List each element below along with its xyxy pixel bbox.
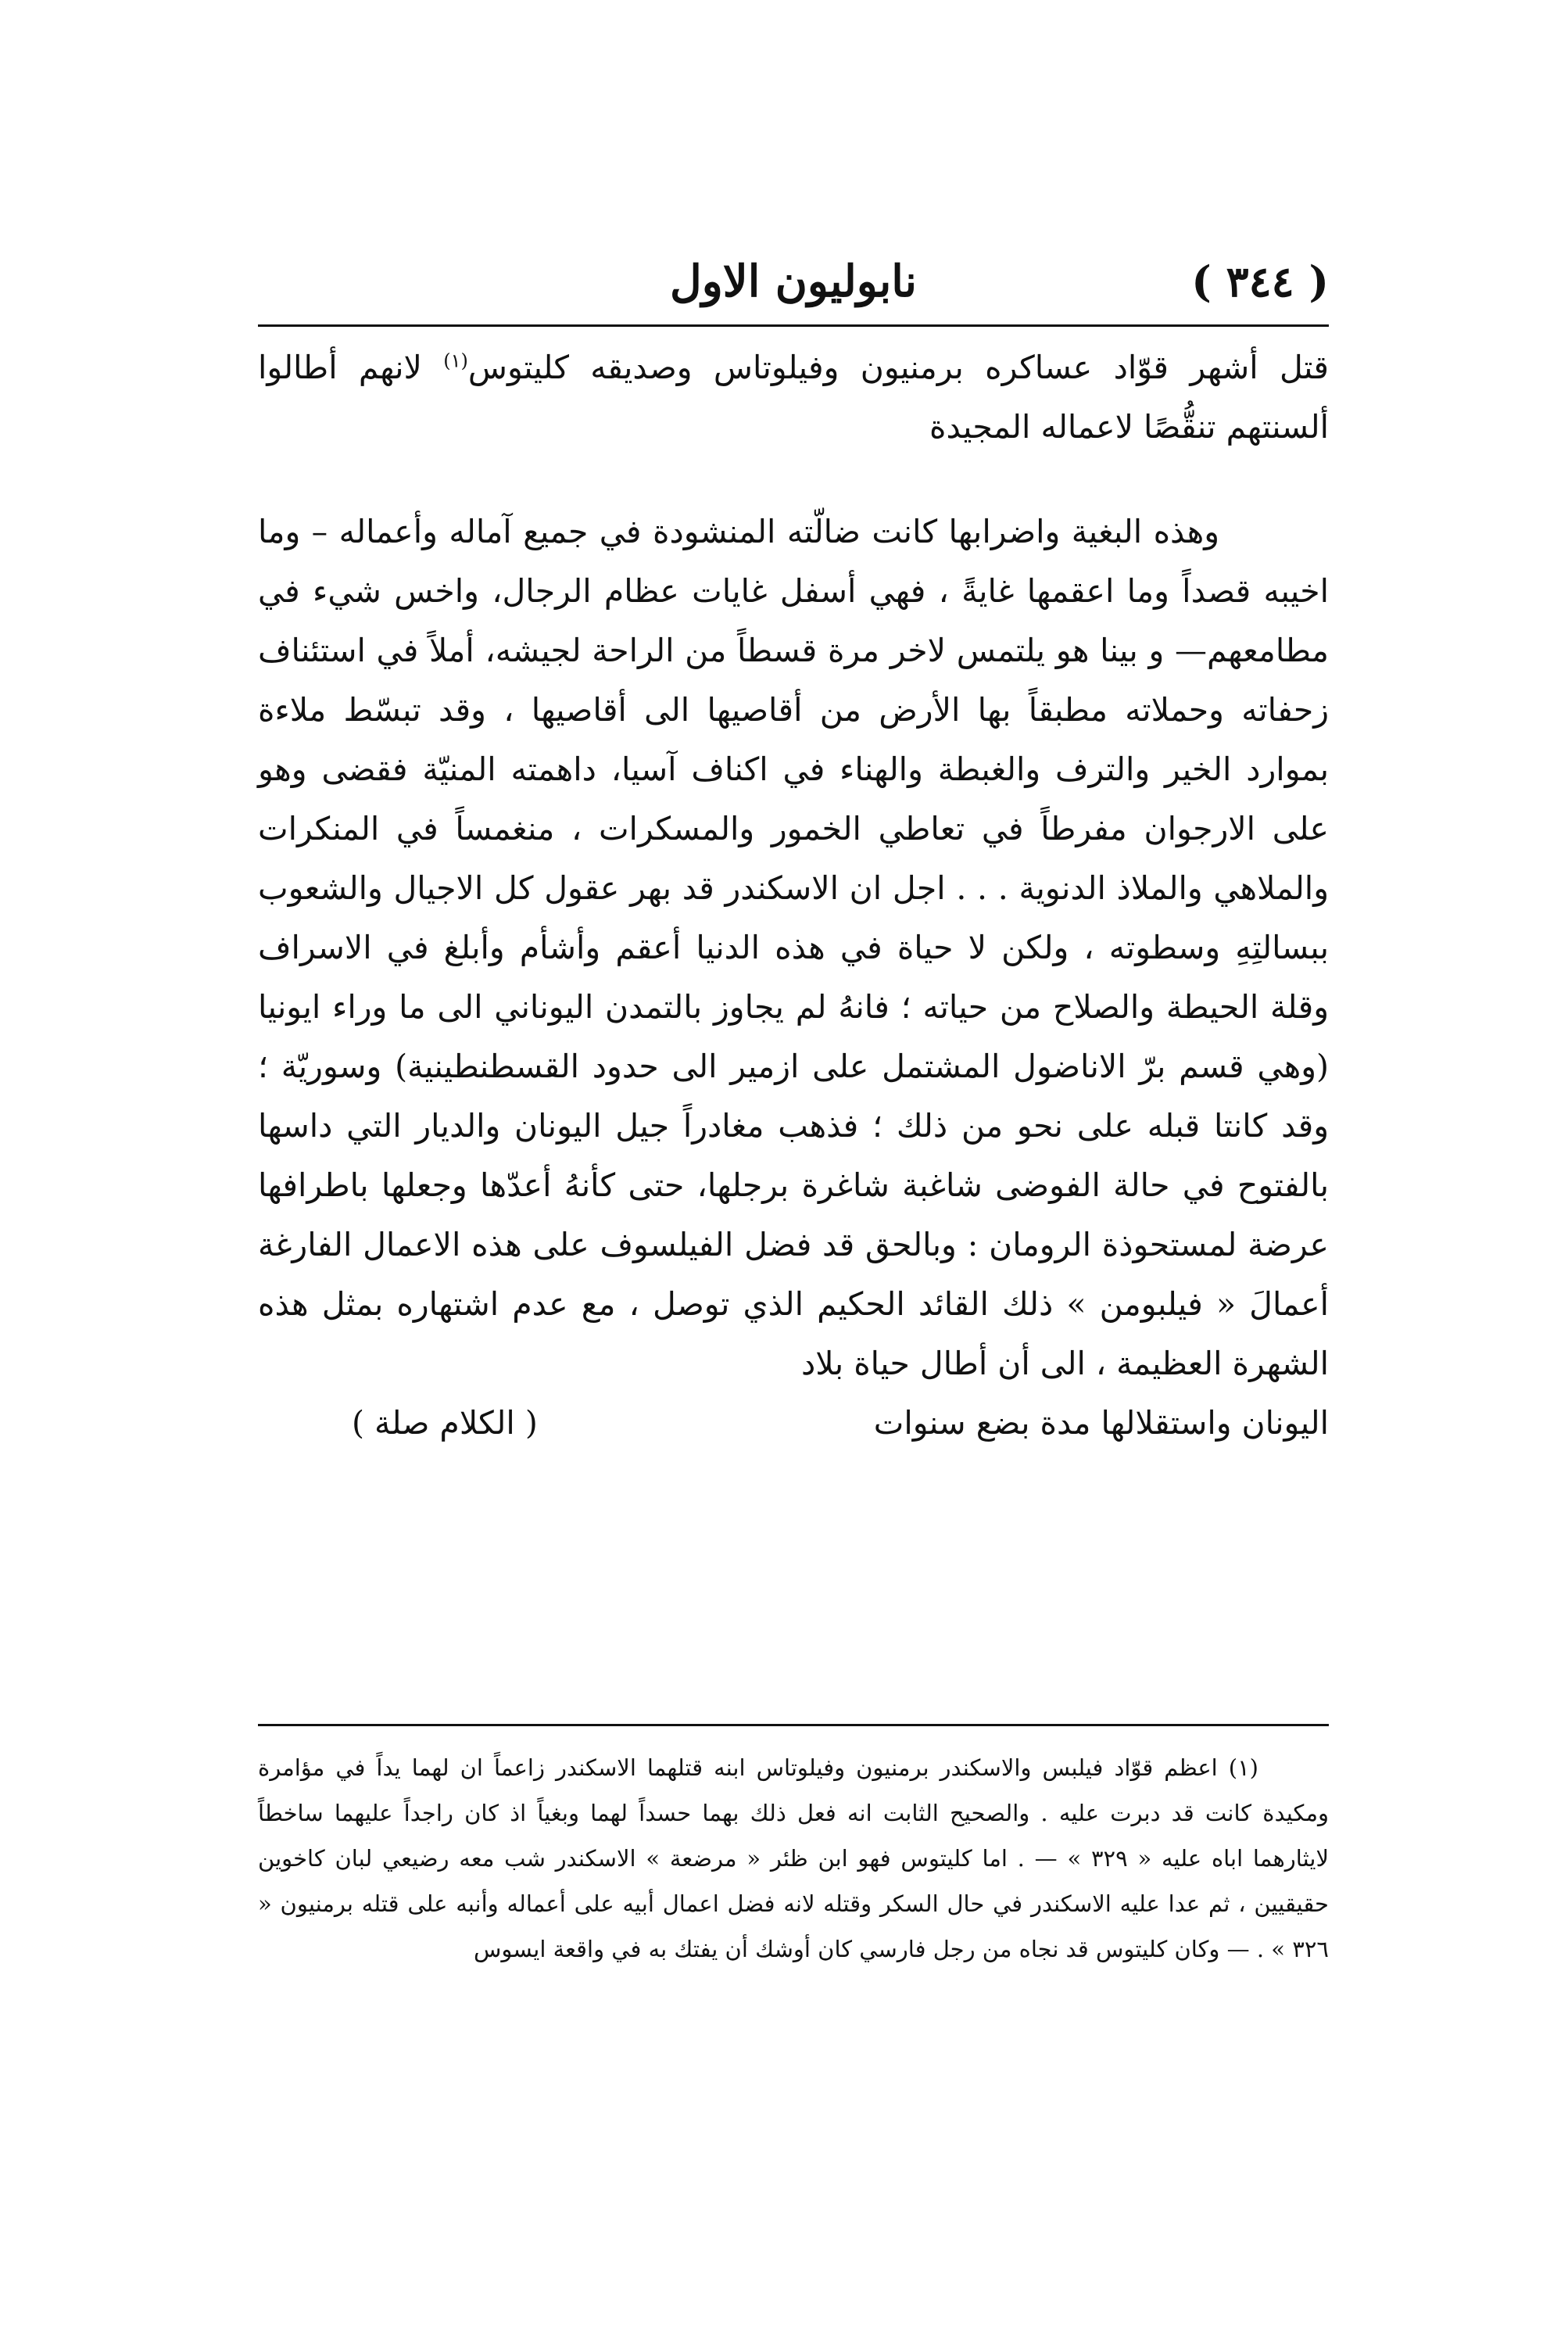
- footnote-reference: (١): [443, 349, 468, 372]
- paragraph-1-text: قتل أشهر قوّاد عساكره برمنيون وفيلوتاس وصديقه كليتوس: [467, 349, 1330, 386]
- paragraph-1-text-end: لانهم أطالوا ألسنتهم تنقُّصًا لاعماله المجيدة: [258, 349, 1329, 446]
- continued-note: ( الكلام صلة ): [352, 1404, 538, 1442]
- footnote-1: (١) اعظم قوّاد فيلبس والاسكندر برمنيون وفيلوتاس ابنه قتلهما الاسكندر زاعماً ان لهما يداً في مؤامرة ومكيدة كانت قد دبرت عليه . والصحيح الثابت انه فعل ذلك بهما حسداً لهما وبغياً اذ كان راجداً عليهما ساخطاً لايثارهما اباه عليه « ٣٢٩ » — . اما كليتوس فهو ابن ظئر « مرضعة » الاسكندر شب معه رضيعي لبان كاخوين حقيقيين ، ثم عدا عليه الاسكندر في حال السكر وقتله لانه فضل اعمال أبيه على أعماله وأنبه على قتله برمنيون « ٣٢٦ » . — وكان كليتوس قد نجاه من رجل فارسي كان أوشك أن يفتك به في واقعة ايسوس: [258, 1754, 1329, 1962]
- paragraph-2-last-line: [258, 1393, 1329, 1453]
- paragraph-2: وهذه البغية واضرابها كانت ضالّته المنشودة في جميع آماله وأعماله – وما اخيبه قصداً وما اعقمها غايةً ، فهي أسفل غايات عظام الرجال، واخس شيء في مطامعهم— و بينا هو يلتمس لاخر مرة قسطاً من الراحة لجيشه، أملاً في استئناف زحفاته وحملاته مطبقاً بها الأرض من أقاصيها الى أقاصيها ، وقد تبسّط ملاءة بموارد الخير والترف والغبطة والهناء في اكناف آسيا، داهمته المنيّة فقضى وهو على الارجوان مفرطاً في تعاطي الخمور والمسكرات ، منغمساً في المنكرات والملاهي والملاذ الدنوية . . . اجل ان الاسكندر قد بهر عقول كل الاجيال والشعوب ببسالتِهِ وسطوته ، ولكن لا حياة في هذه الدنيا أعقم وأشأم وأبلغ في الاسراف وقلة الحيطة والصلاح من حياته ؛ فانهُ لم يجاوز بالتمدن اليوناني الى ما وراء ايونيا (وهي قسم برّ الاناضول المشتمل على ازمير الى حدود القسطنطينية) وسوريّة ؛ وقد كانتا قبله على نحو من ذلك ؛ فذهب مغادراً جيل اليونان والديار التي داسها بالفتوح في حالة الفوضى شاغبة شاغرة برجلها، حتى كأنهُ أعدّها وجعلها باطرافها عرضة لمستحوذة الرومان : وبالحق قد فضل الفيلسوف على هذه الاعمال الفارغة أعمالَ « فيلبومن » ذلك القائد الحكيم الذي توصل ، مع عدم اشتهاره بمثل هذه الشهرة العظيمة ، الى أن أطال حياة بلاد: [258, 513, 1329, 1382]
- page-number: ( ٣٤٤ ): [1191, 256, 1329, 306]
- page-header: [258, 246, 1329, 317]
- main-text: [258, 338, 1329, 1453]
- paragraph-1: [258, 338, 1329, 457]
- footnote-rule: [258, 1724, 1329, 1726]
- paragraph-2-ending: اليونان واستقلالها مدة بضع سنوات: [873, 1404, 1329, 1442]
- running-title: نابوليون الاول: [670, 256, 917, 307]
- header-rule: [258, 324, 1329, 327]
- footnotes: [258, 1745, 1329, 1972]
